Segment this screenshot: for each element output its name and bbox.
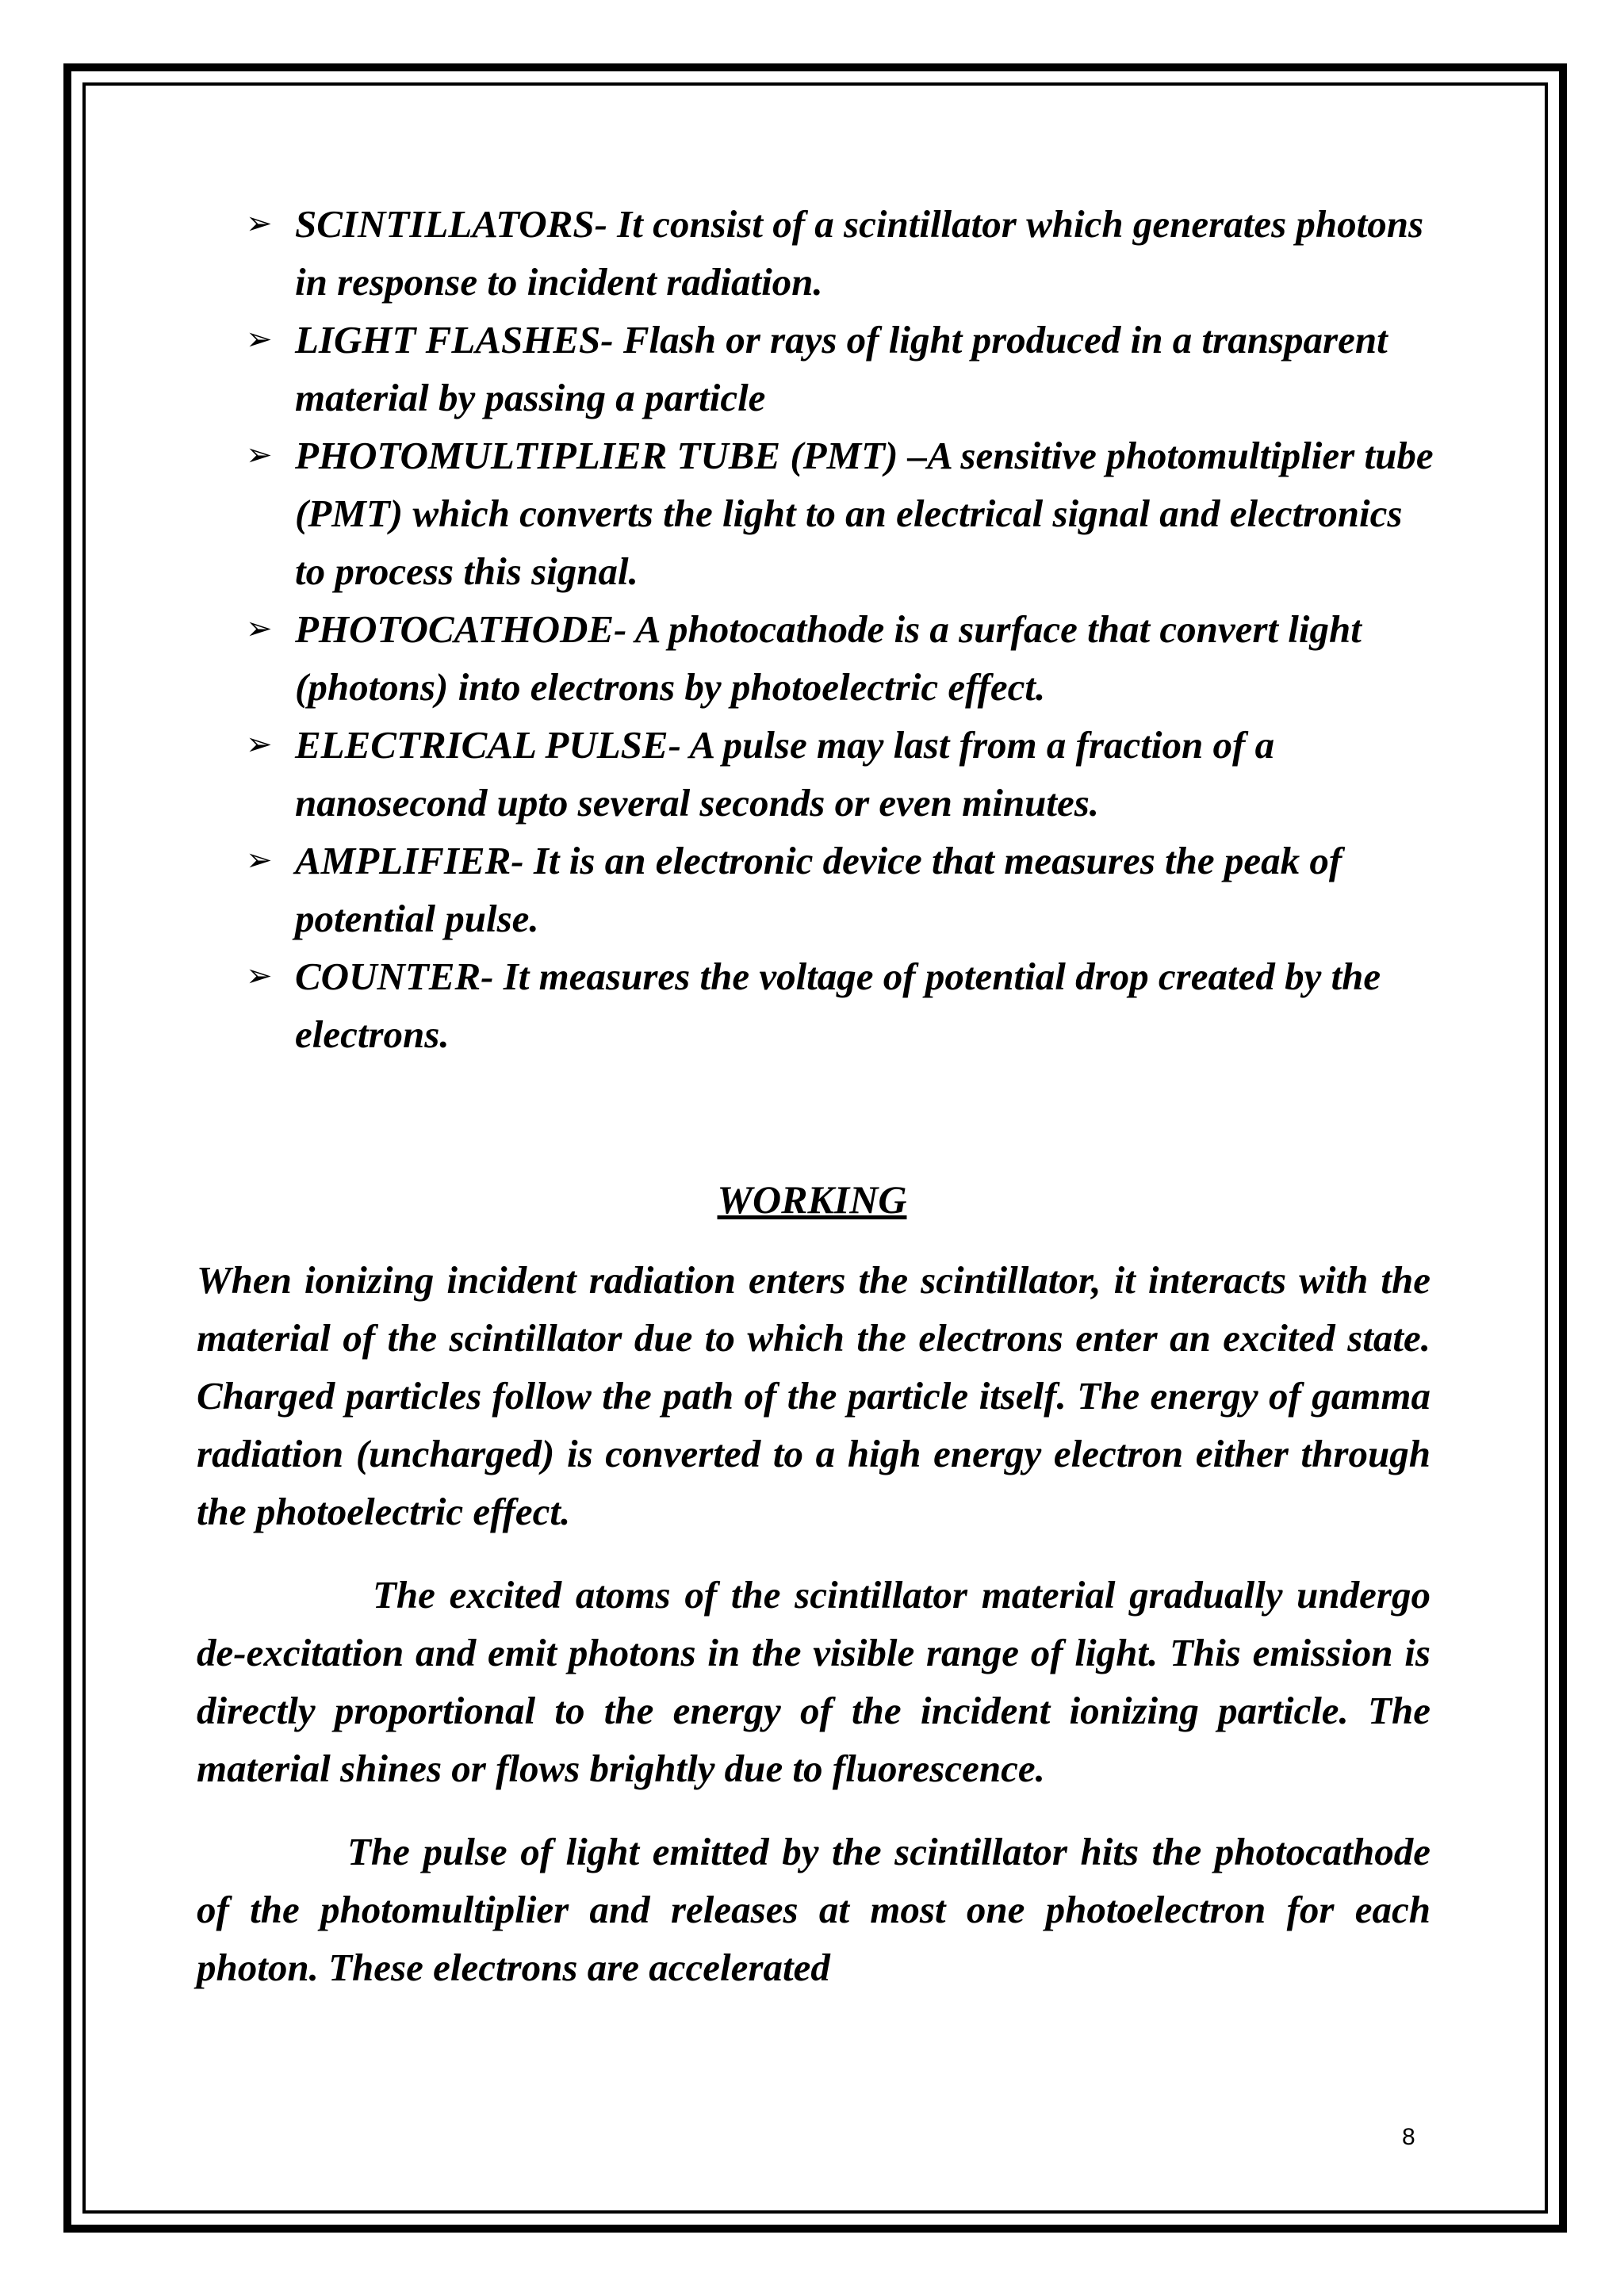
list-item (246, 195, 1435, 311)
arrow-bullet-icon: ➢ (246, 726, 273, 763)
section-heading: WORKING (717, 1177, 907, 1222)
list-item (246, 600, 1435, 716)
list-item (246, 716, 1435, 832)
arrow-bullet-icon: ➢ (246, 842, 273, 878)
list-item-text: COUNTER- It measures the voltage of potential drop created by the electrons. (295, 955, 1381, 1056)
list-item-text: LIGHT FLASHES- Flash or rays of light produced in a transparent material by passing a particle (295, 318, 1388, 419)
list-item-text: ELECTRICAL PULSE- A pulse may last from a fraction of a nanosecond upto several seconds or even minutes. (295, 723, 1275, 825)
list-item (246, 832, 1435, 947)
list-item (246, 427, 1435, 600)
page-number: 8 (1402, 2124, 1415, 2150)
list-item-text: AMPLIFIER- It is an electronic device that measures the peak of potential pulse. (295, 839, 1342, 940)
list-item (246, 947, 1435, 1063)
paragraph: When ionizing incident radiation enters the scintillator, it interacts with the material of the scintillator due to which the electrons enter an excited state. Charged particles follow the path of the particle itself. The energy of gamma radiation (uncharged) is converted to a high energy electron either through the photoelectric effect. (197, 1258, 1431, 1533)
component-list (246, 195, 1435, 1063)
section-body (197, 1251, 1431, 2022)
list-item-text: SCINTILLATORS- It consist of a scintillator which generates photons in response to incident radiation. (295, 202, 1424, 304)
arrow-bullet-icon: ➢ (246, 958, 273, 994)
list-item-text: PHOTOCATHODE- A photocathode is a surface that convert light (photons) into electrons by photoelectric effect. (295, 607, 1362, 709)
paragraph: The excited atoms of the scintillator material gradually undergo de-excitation and emit photons in the visible range of light. This emission is directly proportional to the energy of the incident ionizing particle. The material shines or flows brightly due to fluorescence. (197, 1573, 1431, 1790)
paragraph: The pulse of light emitted by the scintillator hits the photocathode of the photomultiplier and releases at most one photoelectron for each photon. These electrons are accelerated (197, 1830, 1431, 1989)
arrow-bullet-icon: ➢ (246, 610, 273, 647)
arrow-bullet-icon: ➢ (246, 437, 273, 473)
list-item-text: PHOTOMULTIPLIER TUBE (PMT) –A sensitive photomultiplier tube (PMT) which converts the light to an electrical signal and electronics to process this signal. (295, 434, 1434, 593)
arrow-bullet-icon: ➢ (246, 321, 273, 358)
list-item (246, 311, 1435, 427)
arrow-bullet-icon: ➢ (246, 205, 273, 242)
